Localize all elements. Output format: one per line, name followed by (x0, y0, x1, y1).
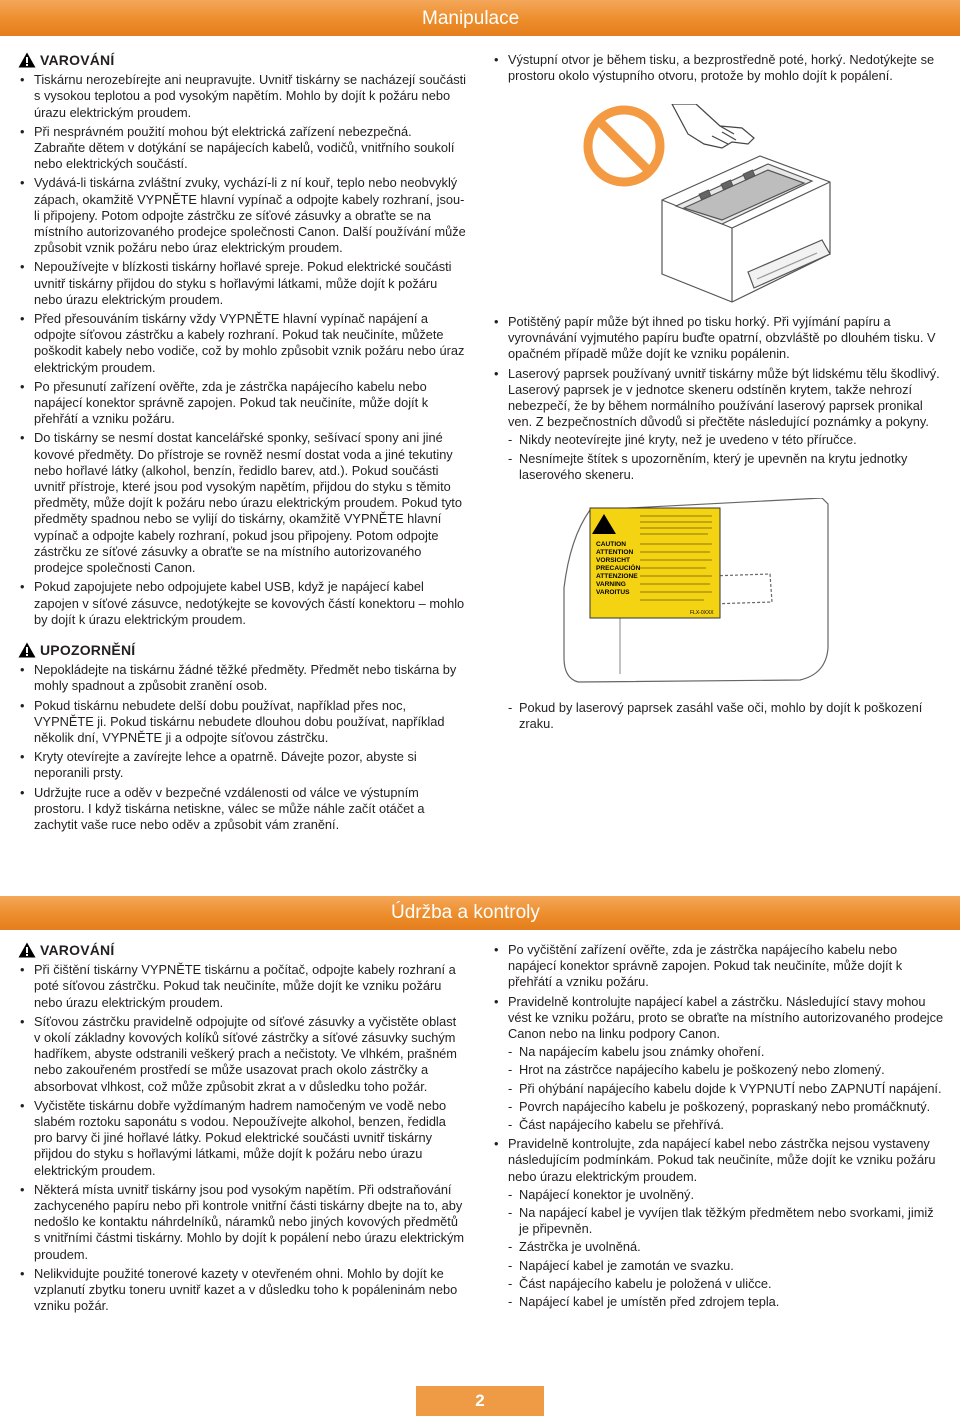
dash-item: - Napájecí kabel je zamotán ve svazku. (508, 1258, 944, 1274)
section-title-maintenance: Údržba a kontroly (391, 902, 540, 923)
list-item: • Pravidelně kontrolujte, zda napájecí kabel nebo zástrčka nejsou vystaveny následujícím podmínkám. Pokud tak neučiníte, může dojít ke vzniku požáru nebo úrazu elektrickým proudem. - Napájecí konektor je uvolněný. - Na napájecí kabel je vyvíjen tlak těžkým předmětem nebo svorkami, jimiž je připevněn. - Zástrčka je uvolněná. - Napájecí kabel je zamotán ve svazku. - Část napájecího kabelu je položená v uličce. - Napájecí kabel je umístěn před zdrojem tepla. (492, 1136, 944, 1310)
label-code: FLX-0XXX (690, 610, 714, 616)
label-word: CAUTION (596, 541, 627, 548)
warning-list (18, 962, 466, 1314)
dash-item: - Napájecí kabel je umístěn před zdrojem tepla. (508, 1294, 944, 1310)
caution-label (590, 508, 720, 618)
label-word: VORSICHT (596, 557, 631, 564)
list-item: • Výstupní otvor je během tisku, a bezprostředně poté, horký. Nedotýkejte se prostoru okolo výstupního otvoru, protože by mohlo dojít k popálení. (492, 52, 944, 84)
list-item: • Nepokládejte na tiskárnu žádné těžké předměty. Předmět nebo tiskárna by mohly spadnout a způsobit zranění osob. (18, 662, 466, 694)
list-item: • Před přesouváním tiskárny vždy VYPNĚTE hlavní vypínač napájení a odpojte síťovou zástrčku a kabely rozhraní. Pokud tak neučiníte, můžete poškodit kabely nebo vodiče, což by mohlo způsobit vznik požáru nebo úraz elektrickým proudem. (18, 311, 466, 376)
maintenance-left-column (18, 942, 466, 1317)
laser-eye-note (508, 698, 944, 734)
label-word: VARNING (596, 581, 626, 588)
list-item: • Nelikvidujte použité tonerové kazety v otevřeném ohni. Mohlo by dojít ke vzplanutí zbytku toneru uvnitř kazet a v důsledku toho k popáleninám nebo vzniku požár. (18, 1266, 466, 1315)
caution-heading: UPOZORNĚNÍ (18, 642, 466, 658)
list-item: • Tiskárnu nerozebírejte ani neupravujte. Uvnitř tiskárny se nacházejí součásti s vysokou teplotou a pod vysokým napětím. Mohlo by dojít k požáru nebo úrazu elektrickým proudem. (18, 72, 466, 121)
list-item: • Potištěný papír může být ihned po tisku horký. Při vyjímání papíru a vyrovnávání vyjmutého papíru buďte opatrní, obzvláště po dlouhém tisku. V opačném případě může dojít ke vzniku popálenin. (492, 314, 944, 363)
list-item: • Po vyčištění zařízení ověřte, zda je zástrčka napájecího kabelu nebo napájecí konektor správně zapojen. Pokud tak neučiníte, může dojít k přehřátí a vzniku požáru. (492, 942, 944, 991)
dash-item: - Nesnímejte štítek s upozorněním, který je upevněn na krytu jednotky laserového skeneru. (508, 451, 944, 483)
list-item: • Pravidelně kontrolujte napájecí kabel a zástrčku. Následující stavy mohou vést ke vzniku požáru, proto se obraťte na místního autorizovaného prodejce Canon nebo na linku podpory Canon. - Na napájecím kabelu jsou známky ohoření. - Hrot na zástrčce napájecího kabelu je poškozený nebo zlomený. - Při ohýbání napájecího kabelu dojde k VYPNUTÍ nebo ZAPNUTÍ napájení. - Povrch napájecího kabelu je poškozený, popraskaný nebo promáčknutý. - Část napájecího kabelu se přehřívá. (492, 994, 944, 1134)
warning-triangle-icon (18, 52, 36, 68)
section-title-handling: Manipulace (422, 8, 520, 29)
label-word: VAROITUS (596, 589, 630, 596)
handling-left-column (18, 52, 466, 836)
warning-heading: VAROVÁNÍ (18, 52, 466, 68)
warning-heading: VAROVÁNÍ (18, 942, 466, 958)
printer-image (662, 156, 830, 302)
maintenance-right-column (492, 942, 944, 1313)
list-item: • Síťovou zástrčku pravidelně odpojujte od síťové zásuvky a vyčistěte oblast v okolí základny kovových kolíků síťové zástrčky a síťové zásuvky suchým hadříkem, abyste odstranili veškerý prach a nečistoty. Ve vlhkém, prašném nebo zakouřeném prostředí se může usazovat prach okolo zástrčky a absorbovat vlhkost, což může způsobit zkrat a v důsledku toho požár. (18, 1014, 466, 1095)
dash-item: - Nikdy neotevírejte jiné kryty, než je uvedeno v této příručce. (508, 432, 944, 448)
label-word: ATTENZIONE (596, 573, 638, 580)
dash-item: - Při ohýbání napájecího kabelu dojde k VYPNUTÍ nebo ZAPNUTÍ napájení. (508, 1081, 944, 1097)
dash-item: - Zástrčka je uvolněná. (508, 1239, 944, 1255)
handling-right-column-bottom (492, 314, 944, 486)
dash-item: - Povrch napájecího kabelu je poškozený, popraskaný nebo promáčknutý. (508, 1099, 944, 1115)
list-item: • Při čištění tiskárny VYPNĚTE tiskárnu a počítač, odpojte kabely rozhraní a poté síťovou zástrčku. Pokud tak neučiníte, může dojít ke vzniku požáru nebo úrazu elektrickým proudem. (18, 962, 466, 1011)
list-item: • Do tiskárny se nesmí dostat kancelářské sponky, sešívací spony ani jiné kovové předměty. Do přístroje se rovněž nesmí dostat voda a jiné tekutiny nebo hořlavé látky (alkohol, benzín, ředidlo barev, atd.). Pokud součásti uvnitř přístroje, které jsou pod vysokým napětím, přijdou do styku s těmito předměty, může dojít k požáru nebo úrazu elektrickým proudem. Pokud tyto předměty spadnou nebo se vylijí do tiskárny, okamžitě VYPNĚTE hlavní vypínač a odpojte kabely rozhraní, pokud jsou připojeny. Potom odpojte zástrčku ze síťové zásuvky a obraťte se na místního autorizovaného prodejce společnosti Canon. (18, 430, 466, 576)
dash-item: - Část napájecího kabelu je položená v uličce. (508, 1276, 944, 1292)
dash-item: - Hrot na zástrčce napájecího kabelu je poškozený nebo zlomený. (508, 1062, 944, 1078)
caution-list (18, 662, 466, 833)
caution-triangle-icon (18, 642, 36, 658)
hand-image (672, 104, 754, 148)
dash-item: - Na napájecí kabel je vyvíjen tlak těžkým předmětem nebo svorkami, jimiž je připevněn. (508, 1205, 944, 1237)
list-item: • Některá místa uvnitř tiskárny jsou pod vysokým napětím. Při odstraňování zachyceného papíru nebo při kontrole vnitřní části tiskárny dbejte na to, aby nedošlo ke kontaktu náhrdelníků, náramků nebo jiných kovových předmětů s vnitřními částmi tiskárny. Mohlo by dojít k popálení nebo úrazu elektrickým proudem. (18, 1182, 466, 1263)
list-item: • Při nesprávném použití mohou být elektrická zařízení nebezpečná. Zabraňte dětem v dotýkání se napájecích kabelů, vodičů, vnitřního soukolí nebo elektrických součástí. (18, 124, 466, 173)
dash-item: - Napájecí konektor je uvolněný. (508, 1187, 944, 1203)
list-item: • Pokud tiskárnu nebudete delší dobu používat, například přes noc, VYPNĚTE ji. Pokud tiskárnu nebudete dlouhou dobu používat, například několik dní, VYPNĚTE ji a odpojte síťovou zástrčku. (18, 698, 466, 747)
dash-item: - Pokud by laserový paprsek zasáhl vaše oči, mohlo by dojít k poškození zraku. (508, 700, 944, 732)
handling-right-column-top (492, 52, 944, 87)
dash-item: - Na napájecím kabelu jsou známky ohoření. (508, 1044, 944, 1060)
printer-hot-outlet-illustration (572, 104, 844, 304)
list-item: • Laserový paprsek používaný uvnitř tiskárny může být lidskému tělu škodlivý. Laserový paprsek je v jednotce skeneru odstíněn krytem, takže nehrozí nebezpečí, že by během normálního používání laserový paprsek pronikal ven. Z bezpečnostních důvodů si přečtěte následující poznámky a pokyny. - Nikdy neotevírejte jiné kryty, než je uvedeno v této příručce. - Nesnímejte štítek s upozorněním, který je upevněn na krytu jednotky laserového skeneru. (492, 366, 944, 483)
list-item: • Kryty otevírejte a zavírejte lehce a opatrně. Dávejte pozor, abyste si neporanili prsty. (18, 749, 466, 781)
list-item: • Udržujte ruce a oděv v bezpečné vzdálenosti od válce ve výstupním prostoru. I když tiskárna netiskne, válec se může náhle začít otáčet a zachytit vaše ruce nebo oděv a způsobit vám zranění. (18, 785, 466, 834)
list-item: • Vydává-li tiskárna zvláštní zvuky, vychází-li z ní kouř, teplo nebo neobvyklý zápach, okamžitě VYPNĚTE hlavní vypínač a odpojte kabely rozhraní, jsou-li připojeny. Potom odpojte zástrčku ze síťové zásuvky a obraťte se na místního autorizovaného prodejce společnosti Canon. Další používání může způsobit vznik požáru nebo úraz elektrickým proudem. (18, 175, 466, 256)
list-item: • Vyčistěte tiskárnu dobře vyždímaným hadrem namočeným ve vodě nebo slabém roztoku saponátu s vodou. Nepoužívejte alkohol, benzen, ředidla pro barvy či jiné hořlavé látky. Pokud elektrické součásti uvnitř tiskárny přijdou do styku s hořlavými látkami, může dojít k požáru nebo úrazu elektrickým proudem. (18, 1098, 466, 1179)
laser-label-illustration (560, 498, 830, 684)
label-word: PRECAUCIÓN (596, 565, 641, 572)
label-word: ATTENTION (596, 549, 634, 556)
warning-list (18, 72, 466, 628)
warning-triangle-icon (18, 942, 36, 958)
page-number: 2 (416, 1386, 544, 1416)
list-item: • Pokud zapojujete nebo odpojujete kabel USB, když je napájecí kabel zapojen v síťové zásuvce, nedotýkejte se kovových částí konektoru – mohlo by dojít k úrazu elektrickým proudem. (18, 579, 466, 628)
dash-item: - Část napájecího kabelu se přehřívá. (508, 1117, 944, 1133)
list-item: • Po přesunutí zařízení ověřte, zda je zástrčka napájecího kabelu nebo napájecí konektor správně zapojen. Pokud tak neučiníte, může dojít k přehřátí a vzniku požáru. (18, 379, 466, 428)
list-item: • Nepoužívejte v blízkosti tiskárny hořlavé spreje. Pokud elektrické součásti uvnitř tiskárny přijdou do styku s hořlavými látkami, může dojít k požáru nebo úrazu elektrickým proudem. (18, 259, 466, 308)
prohibition-sign-icon (588, 110, 660, 182)
